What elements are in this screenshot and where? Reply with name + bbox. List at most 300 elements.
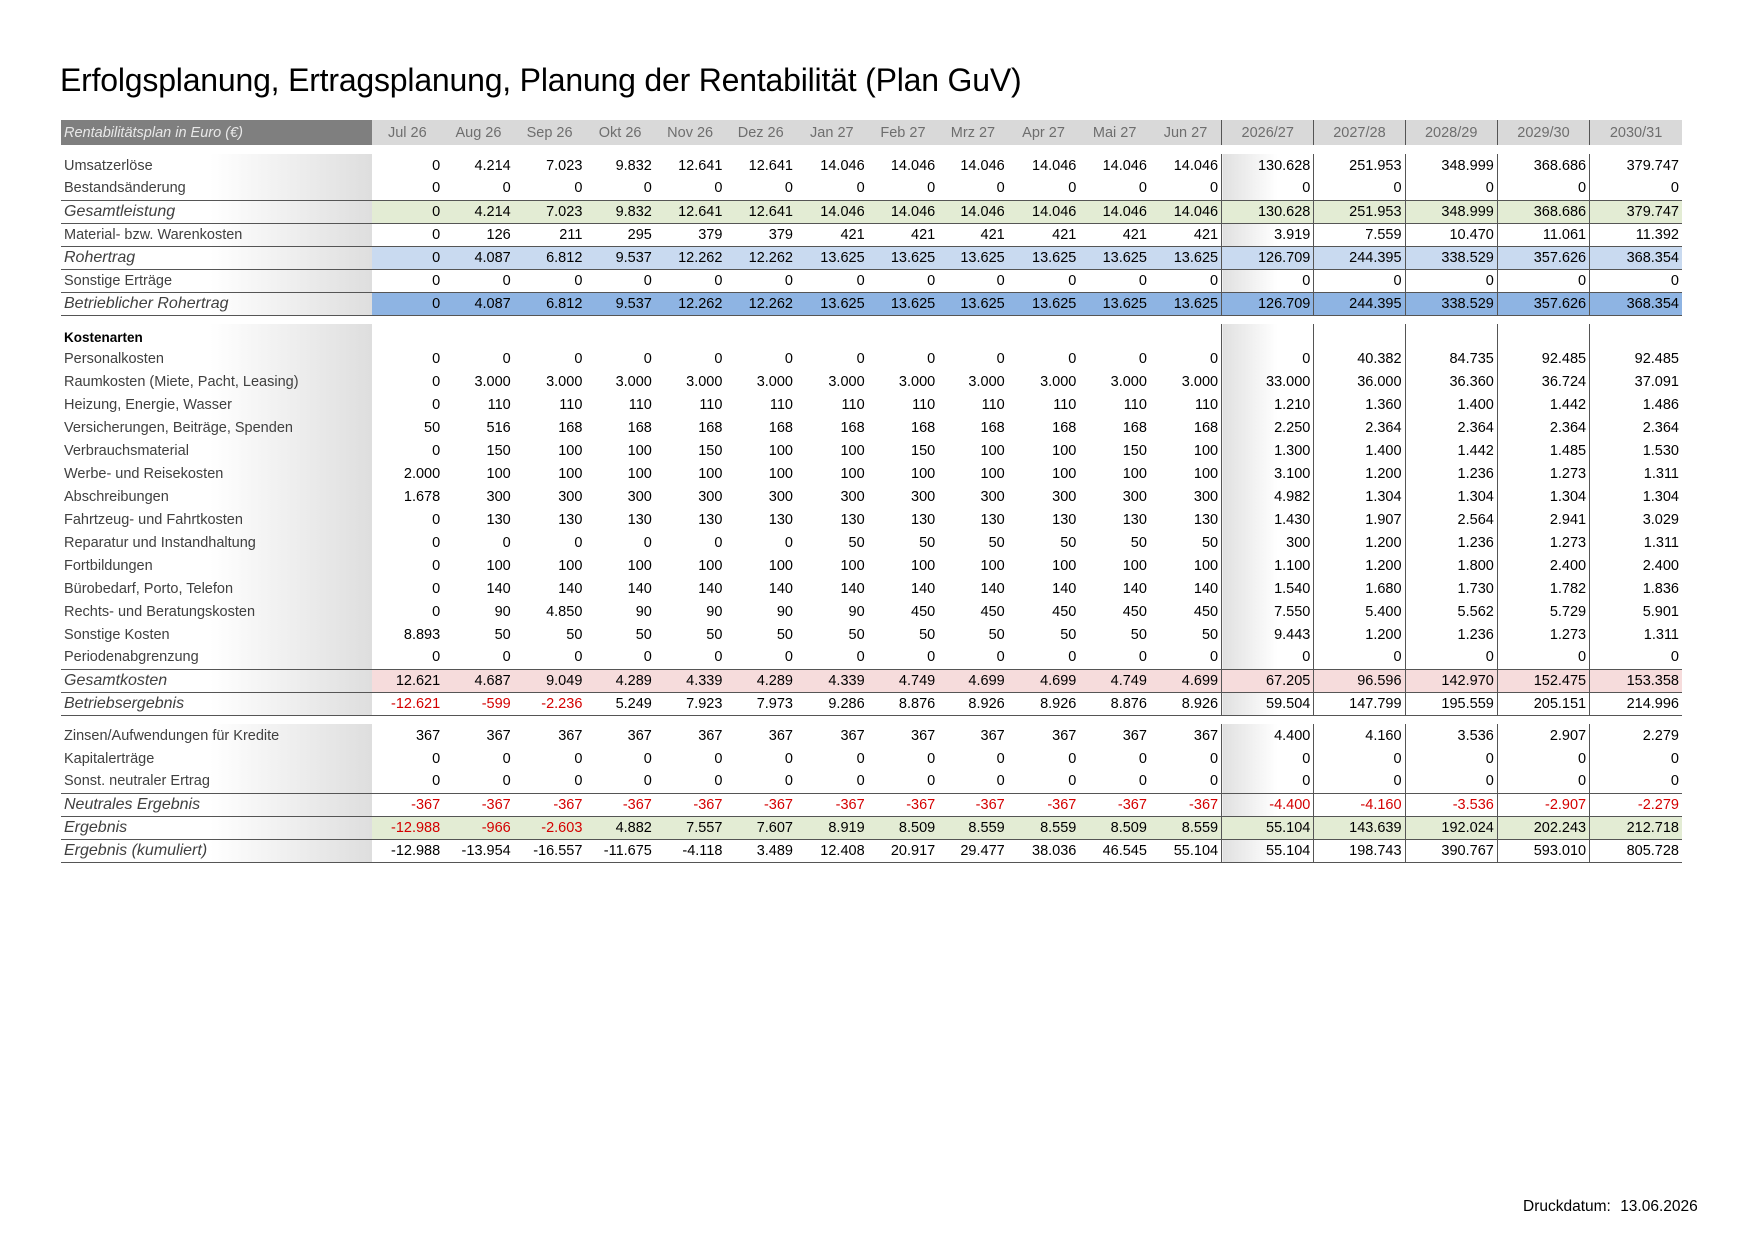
table-cell: 100 xyxy=(627,465,652,482)
table-cell: 7.973 xyxy=(725,692,796,715)
table-row xyxy=(61,324,1682,347)
row-label: Material- bzw. Warenkosten xyxy=(61,223,372,246)
table-row xyxy=(61,462,1682,485)
table-cell: 300 xyxy=(627,488,652,505)
table-cell: -2.279 xyxy=(1590,793,1682,816)
table-row xyxy=(61,439,1682,462)
table-cell: 100 xyxy=(627,442,652,459)
table-cell: 0 xyxy=(432,773,441,790)
table-cell: 40.382 xyxy=(1314,347,1405,370)
table-cell: 1.680 xyxy=(1314,577,1405,600)
table-cell: 198.743 xyxy=(1314,839,1405,862)
table-cell: 140 xyxy=(698,580,723,597)
table-cell: 0 xyxy=(372,200,444,223)
table-cell: 357.626 xyxy=(1497,292,1589,315)
table-cell: 1.304 xyxy=(1405,485,1497,508)
table-cell: 14.046 xyxy=(1079,200,1150,223)
table-cell: 251.953 xyxy=(1314,200,1405,223)
table-cell: 110 xyxy=(1123,396,1147,413)
table-cell: 0 xyxy=(1210,350,1219,367)
table-cell: 0 xyxy=(574,180,583,197)
print-date-label: Druckdatum: xyxy=(1523,1198,1611,1215)
table-cell: 153.358 xyxy=(1590,669,1682,692)
table-cell: 0 xyxy=(714,180,723,197)
table-cell: 0 xyxy=(1068,773,1077,790)
table-cell: 1.485 xyxy=(1497,439,1589,462)
print-date-value: 13.06.2026 xyxy=(1620,1198,1698,1215)
table-cell: 126 xyxy=(486,226,511,243)
table-cell: 0 xyxy=(643,180,652,197)
table-cell: 1.730 xyxy=(1405,577,1497,600)
table-cell: 0 xyxy=(1138,272,1147,289)
table-cell: 13.625 xyxy=(868,292,939,315)
table-cell: 50 xyxy=(988,534,1005,551)
table-cell: 7.559 xyxy=(1314,223,1405,246)
table-cell: 1.200 xyxy=(1314,623,1405,646)
table-cell: 140 xyxy=(1122,580,1147,597)
table-row xyxy=(61,223,1682,246)
table-cell: 9.443 xyxy=(1222,623,1314,646)
table-cell: 100 xyxy=(1122,465,1147,482)
table-cell: 50 xyxy=(566,626,583,643)
table-cell: 3.000 xyxy=(686,373,723,390)
table-cell: 100 xyxy=(558,557,583,574)
table-cell: -4.400 xyxy=(1222,793,1314,816)
table-cell: 0 xyxy=(432,373,441,390)
table-cell: 1.210 xyxy=(1222,393,1314,416)
table-cell xyxy=(868,324,939,347)
table-cell: 0 xyxy=(927,272,936,289)
row-label: Kostenarten xyxy=(61,324,372,347)
table-cell: 110 xyxy=(769,396,793,413)
table-row xyxy=(61,154,1682,177)
table-cell: 367 xyxy=(486,727,511,744)
spacer-row xyxy=(61,315,1682,324)
table-cell: 300 xyxy=(1222,531,1314,554)
row-label: Kapitalerträge xyxy=(61,747,372,770)
table-row xyxy=(61,531,1682,554)
table-cell: 0 xyxy=(1138,773,1147,790)
table-cell: 13.625 xyxy=(938,292,1007,315)
table-cell: 0 xyxy=(996,272,1005,289)
row-label: Fortbildungen xyxy=(61,554,372,577)
table-cell: -13.954 xyxy=(443,839,514,862)
table-cell: 14.046 xyxy=(868,200,939,223)
table-cell: 1.442 xyxy=(1405,439,1497,462)
table-cell: 168 xyxy=(558,419,583,436)
table-cell: 7.607 xyxy=(725,816,796,839)
table-cell: 0 xyxy=(1405,747,1497,770)
table-cell: 0 xyxy=(1068,180,1077,197)
table-cell: 0 xyxy=(432,180,441,197)
table-cell: 13.625 xyxy=(1150,246,1222,269)
table-cell: 0 xyxy=(1497,646,1589,669)
table-cell: 100 xyxy=(768,557,793,574)
table-cell: 100 xyxy=(698,465,723,482)
table-cell: 168 xyxy=(768,419,793,436)
year-header: 2027/28 xyxy=(1314,120,1405,145)
table-cell: 367 xyxy=(980,727,1005,744)
table-cell: -367 xyxy=(372,793,444,816)
table-cell: 3.000 xyxy=(474,373,511,390)
table-cell xyxy=(796,324,868,347)
table-cell: 150 xyxy=(911,442,936,459)
table-cell: 0 xyxy=(1314,770,1405,793)
table-cell: 59.504 xyxy=(1222,692,1314,715)
table-cell: 593.010 xyxy=(1497,839,1589,862)
table-cell: 14.046 xyxy=(890,157,936,174)
table-cell: 0 xyxy=(927,773,936,790)
table-cell: 348.999 xyxy=(1405,154,1497,177)
table-cell: 110 xyxy=(487,396,511,413)
table-cell: 300 xyxy=(980,488,1005,505)
table-cell: -367 xyxy=(1150,793,1222,816)
table-cell xyxy=(1222,324,1314,347)
table-row xyxy=(61,416,1682,439)
table-cell: 36.360 xyxy=(1405,370,1497,393)
table-cell: 0 xyxy=(996,750,1005,767)
table-cell: 0 xyxy=(856,350,865,367)
table-cell: 4.339 xyxy=(655,669,726,692)
table-cell: -3.536 xyxy=(1405,793,1497,816)
table-cell: 5.249 xyxy=(585,692,654,715)
table-body xyxy=(61,145,1682,862)
table-cell: 0 xyxy=(1210,649,1219,666)
table-cell: 0 xyxy=(432,750,441,767)
table-cell: 147.799 xyxy=(1314,692,1405,715)
table-cell: 3.000 xyxy=(615,373,652,390)
table-cell: 3.029 xyxy=(1590,508,1682,531)
table-cell: 0 xyxy=(714,534,723,551)
table-cell: 8.559 xyxy=(938,816,1007,839)
row-label: Betrieblicher Rohertrag xyxy=(61,292,372,315)
table-row xyxy=(61,177,1682,200)
table-cell: 1.540 xyxy=(1222,577,1314,600)
table-cell: 1.273 xyxy=(1497,623,1589,646)
row-label: Verbrauchsmaterial xyxy=(61,439,372,462)
month-header: Apr 27 xyxy=(1008,120,1080,145)
table-cell: 367 xyxy=(558,727,583,744)
table-row xyxy=(61,269,1682,292)
table-cell: 50 xyxy=(848,534,865,551)
row-label: Rechts- und Beratungskosten xyxy=(61,600,372,623)
table-cell: 300 xyxy=(840,488,865,505)
table-cell: 8.926 xyxy=(938,692,1007,715)
table-cell: 1.200 xyxy=(1314,554,1405,577)
table-cell: 12.641 xyxy=(748,157,793,174)
table-cell: 140 xyxy=(1193,580,1219,597)
table-cell: 205.151 xyxy=(1497,692,1589,715)
table-cell: 1.360 xyxy=(1314,393,1405,416)
table-cell: 300 xyxy=(1193,488,1219,505)
table-cell: 300 xyxy=(1052,488,1077,505)
month-header: Mai 27 xyxy=(1079,120,1150,145)
table-cell: -367 xyxy=(796,793,868,816)
table-cell: 4.160 xyxy=(1314,724,1405,747)
table-cell: 805.728 xyxy=(1590,839,1682,862)
table-cell: 421 xyxy=(1193,226,1219,243)
table-cell: 100 xyxy=(1052,557,1077,574)
table-cell: 4.289 xyxy=(585,669,654,692)
table-cell: 90 xyxy=(494,603,511,620)
table-cell: 0 xyxy=(643,750,652,767)
table-cell: 4.687 xyxy=(443,669,514,692)
table-cell: 0 xyxy=(574,750,583,767)
table-cell: 55.104 xyxy=(1222,839,1314,862)
table-cell: 367 xyxy=(627,727,652,744)
table-cell: 14.046 xyxy=(1008,200,1080,223)
year-header: 2029/30 xyxy=(1497,120,1589,145)
table-cell: 1.100 xyxy=(1222,554,1314,577)
year-header: 2030/31 xyxy=(1590,120,1682,145)
table-cell: 0 xyxy=(502,272,511,289)
table-cell: 50 xyxy=(424,419,441,436)
table-cell: 1.400 xyxy=(1314,439,1405,462)
table-cell: 10.470 xyxy=(1405,223,1497,246)
table-row xyxy=(61,485,1682,508)
table-cell: 1.442 xyxy=(1497,393,1589,416)
table-cell: 110 xyxy=(841,396,865,413)
table-cell: 0 xyxy=(1497,747,1589,770)
table-cell: 1.236 xyxy=(1405,623,1497,646)
table-cell: 8.893 xyxy=(403,626,441,643)
table-cell: 0 xyxy=(432,511,441,528)
table-cell: 6.812 xyxy=(514,292,586,315)
table-cell: 84.735 xyxy=(1405,347,1497,370)
table-cell: 110 xyxy=(1194,396,1219,413)
row-label: Betriebsergebnis xyxy=(61,692,372,715)
row-label: Raumkosten (Miete, Pacht, Leasing) xyxy=(61,370,372,393)
table-cell: 13.625 xyxy=(938,246,1007,269)
table-cell: 0 xyxy=(574,773,583,790)
table-cell: 50 xyxy=(1201,534,1219,551)
table-cell: 1.800 xyxy=(1405,554,1497,577)
table-cell: 0 xyxy=(643,773,652,790)
table-cell: 1.311 xyxy=(1590,623,1682,646)
table-cell: -4.160 xyxy=(1314,793,1405,816)
table-cell: 3.000 xyxy=(898,373,936,390)
table-cell: 152.475 xyxy=(1497,669,1589,692)
table-cell: 367 xyxy=(911,727,936,744)
table-row xyxy=(61,292,1682,315)
table-cell: 2.364 xyxy=(1314,416,1405,439)
table-cell: 100 xyxy=(558,442,583,459)
table-cell: 2.400 xyxy=(1590,554,1682,577)
table-cell: 0 xyxy=(1222,269,1314,292)
table-cell: 20.917 xyxy=(868,839,939,862)
table-cell: 90 xyxy=(848,603,865,620)
table-cell: 8.926 xyxy=(1150,692,1222,715)
table-cell: 8.559 xyxy=(1008,816,1080,839)
table-cell: 0 xyxy=(502,750,511,767)
row-label: Personalkosten xyxy=(61,347,372,370)
table-cell: 0 xyxy=(1068,750,1077,767)
table-cell: 110 xyxy=(981,396,1005,413)
table-cell: 0 xyxy=(502,180,511,197)
table-cell: 4.982 xyxy=(1222,485,1314,508)
table-cell: 0 xyxy=(502,773,511,790)
table-cell: 14.046 xyxy=(1150,200,1222,223)
table-cell: 0 xyxy=(714,272,723,289)
table-cell: 0 xyxy=(927,180,936,197)
table-cell: 130 xyxy=(1122,511,1147,528)
table-cell: 244.395 xyxy=(1314,246,1405,269)
table-cell: 0 xyxy=(432,603,441,620)
table-cell: 0 xyxy=(643,272,652,289)
table-cell: 4.087 xyxy=(443,246,514,269)
table-cell: 33.000 xyxy=(1222,370,1314,393)
table-cell: 11.392 xyxy=(1590,223,1682,246)
table-cell: 4.400 xyxy=(1222,724,1314,747)
table-cell xyxy=(1150,324,1222,347)
table-cell: -966 xyxy=(443,816,514,839)
table-cell: 140 xyxy=(840,580,865,597)
table-cell: 0 xyxy=(1314,269,1405,292)
table-cell: 300 xyxy=(1122,488,1147,505)
table-cell: 90 xyxy=(706,603,723,620)
table-cell: 421 xyxy=(1052,226,1077,243)
table-cell: 8.876 xyxy=(1079,692,1150,715)
table-cell: 168 xyxy=(1052,419,1077,436)
table-cell: 212.718 xyxy=(1590,816,1682,839)
table-cell: 50 xyxy=(988,626,1005,643)
table-cell: 3.489 xyxy=(725,839,796,862)
table-cell: 100 xyxy=(486,557,511,574)
table-cell xyxy=(938,324,1007,347)
row-label: Gesamtleistung xyxy=(61,200,372,223)
table-cell: 7.557 xyxy=(655,816,726,839)
table-cell xyxy=(655,324,726,347)
table-cell: -367 xyxy=(1008,793,1080,816)
table-cell: 390.767 xyxy=(1405,839,1497,862)
table-cell: 12.262 xyxy=(655,292,726,315)
table-cell: 450 xyxy=(911,603,936,620)
table-cell: 0 xyxy=(643,350,652,367)
table-row xyxy=(61,623,1682,646)
row-label: Reparatur und Instandhaltung xyxy=(61,531,372,554)
table-cell: 13.625 xyxy=(1008,292,1080,315)
table-cell: 0 xyxy=(502,350,511,367)
table-cell: 0 xyxy=(856,649,865,666)
table-cell: 4.749 xyxy=(1079,669,1150,692)
table-cell: 0 xyxy=(784,750,793,767)
table-cell: 1.782 xyxy=(1497,577,1589,600)
table-cell: 357.626 xyxy=(1497,246,1589,269)
table-cell: 0 xyxy=(372,292,444,315)
table-cell: 368.354 xyxy=(1590,246,1682,269)
table-cell: 14.046 xyxy=(960,157,1005,174)
table-cell: 1.311 xyxy=(1590,531,1682,554)
row-label: Zinsen/Aufwendungen für Kredite xyxy=(61,724,372,747)
table-row xyxy=(61,577,1682,600)
table-cell: 50 xyxy=(776,626,793,643)
table-cell: 140 xyxy=(911,580,936,597)
table-cell: 110 xyxy=(699,396,723,413)
table-cell: 130 xyxy=(840,511,865,528)
table-cell: 450 xyxy=(980,603,1005,620)
table-cell: 4.699 xyxy=(1008,669,1080,692)
table-cell: 168 xyxy=(980,419,1005,436)
table-cell: 92.485 xyxy=(1590,347,1682,370)
table-cell: 168 xyxy=(698,419,723,436)
table-cell: 50 xyxy=(1060,534,1077,551)
table-cell: 100 xyxy=(698,557,723,574)
table-cell: 0 xyxy=(927,350,936,367)
table-cell: 0 xyxy=(1590,177,1682,200)
table-cell: 367 xyxy=(768,727,793,744)
table-cell: 1.311 xyxy=(1590,462,1682,485)
table-cell: 1.430 xyxy=(1222,508,1314,531)
table-cell: 0 xyxy=(996,773,1005,790)
table-cell: 50 xyxy=(1060,626,1077,643)
table-row xyxy=(61,724,1682,747)
table-cell: 50 xyxy=(1201,626,1219,643)
table-cell: 0 xyxy=(432,580,441,597)
table-cell: 3.100 xyxy=(1222,462,1314,485)
year-header: 2026/27 xyxy=(1222,120,1314,145)
table-cell: -367 xyxy=(725,793,796,816)
table-cell: 4.699 xyxy=(1150,669,1222,692)
table-cell: 1.836 xyxy=(1590,577,1682,600)
table-cell: 2.564 xyxy=(1405,508,1497,531)
row-label: Sonstige Kosten xyxy=(61,623,372,646)
table-cell: 0 xyxy=(1590,646,1682,669)
table-cell: 2.000 xyxy=(403,465,441,482)
table-cell: 140 xyxy=(768,580,793,597)
table-cell: -599 xyxy=(443,692,514,715)
table-cell: 379.747 xyxy=(1590,154,1682,177)
table-cell: -2.603 xyxy=(514,816,586,839)
table-cell: 5.901 xyxy=(1590,600,1682,623)
table-cell: 0 xyxy=(1222,770,1314,793)
table-cell: 92.485 xyxy=(1497,347,1589,370)
table-cell: 0 xyxy=(372,246,444,269)
month-header: Jun 27 xyxy=(1150,120,1222,145)
table-cell: 2.364 xyxy=(1405,416,1497,439)
table-cell: 0 xyxy=(1590,747,1682,770)
table-cell: 0 xyxy=(574,649,583,666)
table-cell xyxy=(1314,324,1405,347)
table-cell: 421 xyxy=(980,226,1005,243)
table-cell: 450 xyxy=(1052,603,1077,620)
month-header: Nov 26 xyxy=(655,120,726,145)
table-cell: 130.628 xyxy=(1222,200,1314,223)
table-cell: 0 xyxy=(1210,180,1219,197)
table-cell: 211 xyxy=(559,226,583,243)
table-cell: 55.104 xyxy=(1150,839,1222,862)
table-cell: 0 xyxy=(1405,269,1497,292)
table-cell: 0 xyxy=(856,180,865,197)
table-cell: 0 xyxy=(784,534,793,551)
table-cell: 1.400 xyxy=(1405,393,1497,416)
table-cell: 4.214 xyxy=(474,157,511,174)
table-cell: 13.625 xyxy=(1150,292,1222,315)
table-cell: 130 xyxy=(558,511,583,528)
table-cell: 0 xyxy=(714,773,723,790)
table-cell: 0 xyxy=(856,773,865,790)
table-cell xyxy=(1497,324,1589,347)
table-cell: 100 xyxy=(980,465,1005,482)
table-cell: 7.923 xyxy=(655,692,726,715)
table-cell: 1.530 xyxy=(1590,439,1682,462)
table-cell: 421 xyxy=(1122,226,1147,243)
header-label: Rentabilitätsplan in Euro (€) xyxy=(61,120,372,145)
table-cell: -12.988 xyxy=(372,816,444,839)
table-cell: -367 xyxy=(655,793,726,816)
table-cell: -367 xyxy=(868,793,939,816)
month-header: Feb 27 xyxy=(868,120,939,145)
table-cell: 9.832 xyxy=(615,157,652,174)
